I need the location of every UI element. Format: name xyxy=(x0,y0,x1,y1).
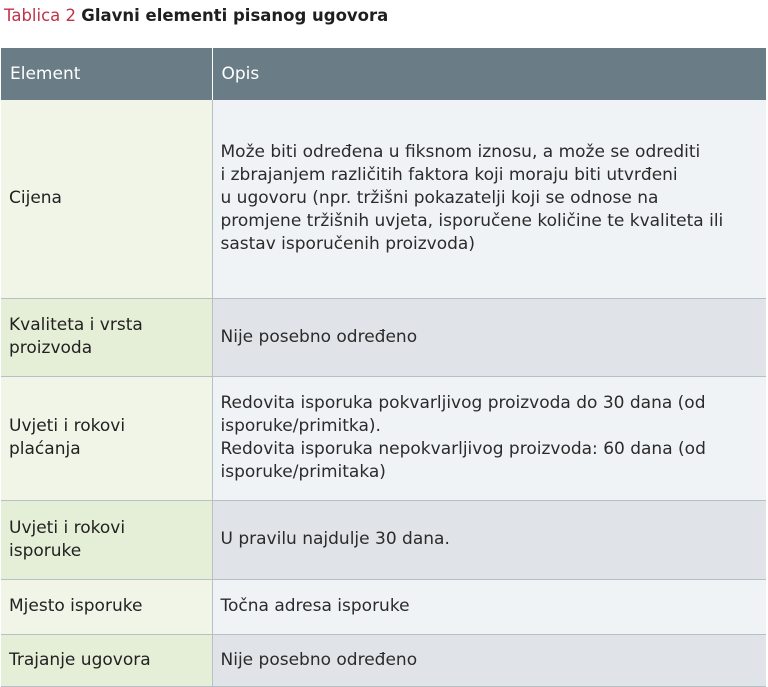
cell-description xyxy=(212,376,766,500)
column-header-element: Element xyxy=(1,48,212,100)
cell-line: isporuke/primitka). xyxy=(220,416,381,436)
table-row xyxy=(1,100,766,298)
cell-element xyxy=(1,298,212,376)
cell-element xyxy=(1,376,212,500)
table-row xyxy=(1,376,766,500)
caption-label: Tablica 2 xyxy=(4,6,77,25)
cell-description xyxy=(212,298,766,376)
cell-line: isporuke/primitaka) xyxy=(220,462,386,482)
cell-line: plaćanja xyxy=(9,439,81,459)
cell-line: u ugovoru (npr. tržišni pokazatelji koji se odnose na xyxy=(220,188,659,209)
cell-description xyxy=(212,500,766,579)
table-row xyxy=(1,500,766,579)
cell-element xyxy=(1,579,212,634)
cell-line: U pravilu najdulje 30 dana. xyxy=(220,529,450,549)
cell-line: Mjesto isporuke xyxy=(9,596,143,616)
cell-line: Kvaliteta i vrsta xyxy=(9,315,143,335)
cell-line: i zbrajanjem različitih faktora koji moraju biti utvrđeni xyxy=(220,165,678,186)
cell-line: Nije posebno određeno xyxy=(220,649,418,670)
cell-line: promjene tržišnih uvjeta, isporučene količine te kvaliteta ili xyxy=(220,211,724,232)
cell-line: Cijena xyxy=(9,188,62,209)
table-row xyxy=(1,579,766,634)
contract-elements-table xyxy=(1,48,766,687)
table-caption xyxy=(4,5,388,27)
cell-line: Nije posebno određeno xyxy=(220,326,418,347)
table-header-row xyxy=(1,48,766,100)
cell-element xyxy=(1,100,212,298)
cell-line: Trajanje ugovora xyxy=(9,649,151,670)
cell-description xyxy=(212,100,766,298)
caption-title: Glavni elementi pisanog ugovora xyxy=(81,6,389,25)
cell-line: Može biti određena u fiksnom iznosu, a može se odrediti xyxy=(220,142,701,163)
cell-line: Točna adresa isporuke xyxy=(220,596,410,616)
cell-description xyxy=(212,579,766,634)
table-row xyxy=(1,298,766,376)
cell-line: sastav isporučenih proizvoda) xyxy=(220,234,475,255)
column-header-description: Opis xyxy=(212,48,766,100)
cell-line: Uvjeti i rokovi xyxy=(9,416,126,436)
cell-line: Uvjeti i rokovi xyxy=(9,517,126,538)
cell-line: proizvoda xyxy=(9,338,93,358)
cell-line: isporuke xyxy=(9,540,82,561)
cell-element xyxy=(1,500,212,579)
cell-line: Redovita isporuka pokvarljivog proizvoda do 30 dana (od xyxy=(220,393,706,413)
cell-line: Redovita isporuka nepokvarljivog proizvoda: 60 dana (od xyxy=(220,439,706,459)
